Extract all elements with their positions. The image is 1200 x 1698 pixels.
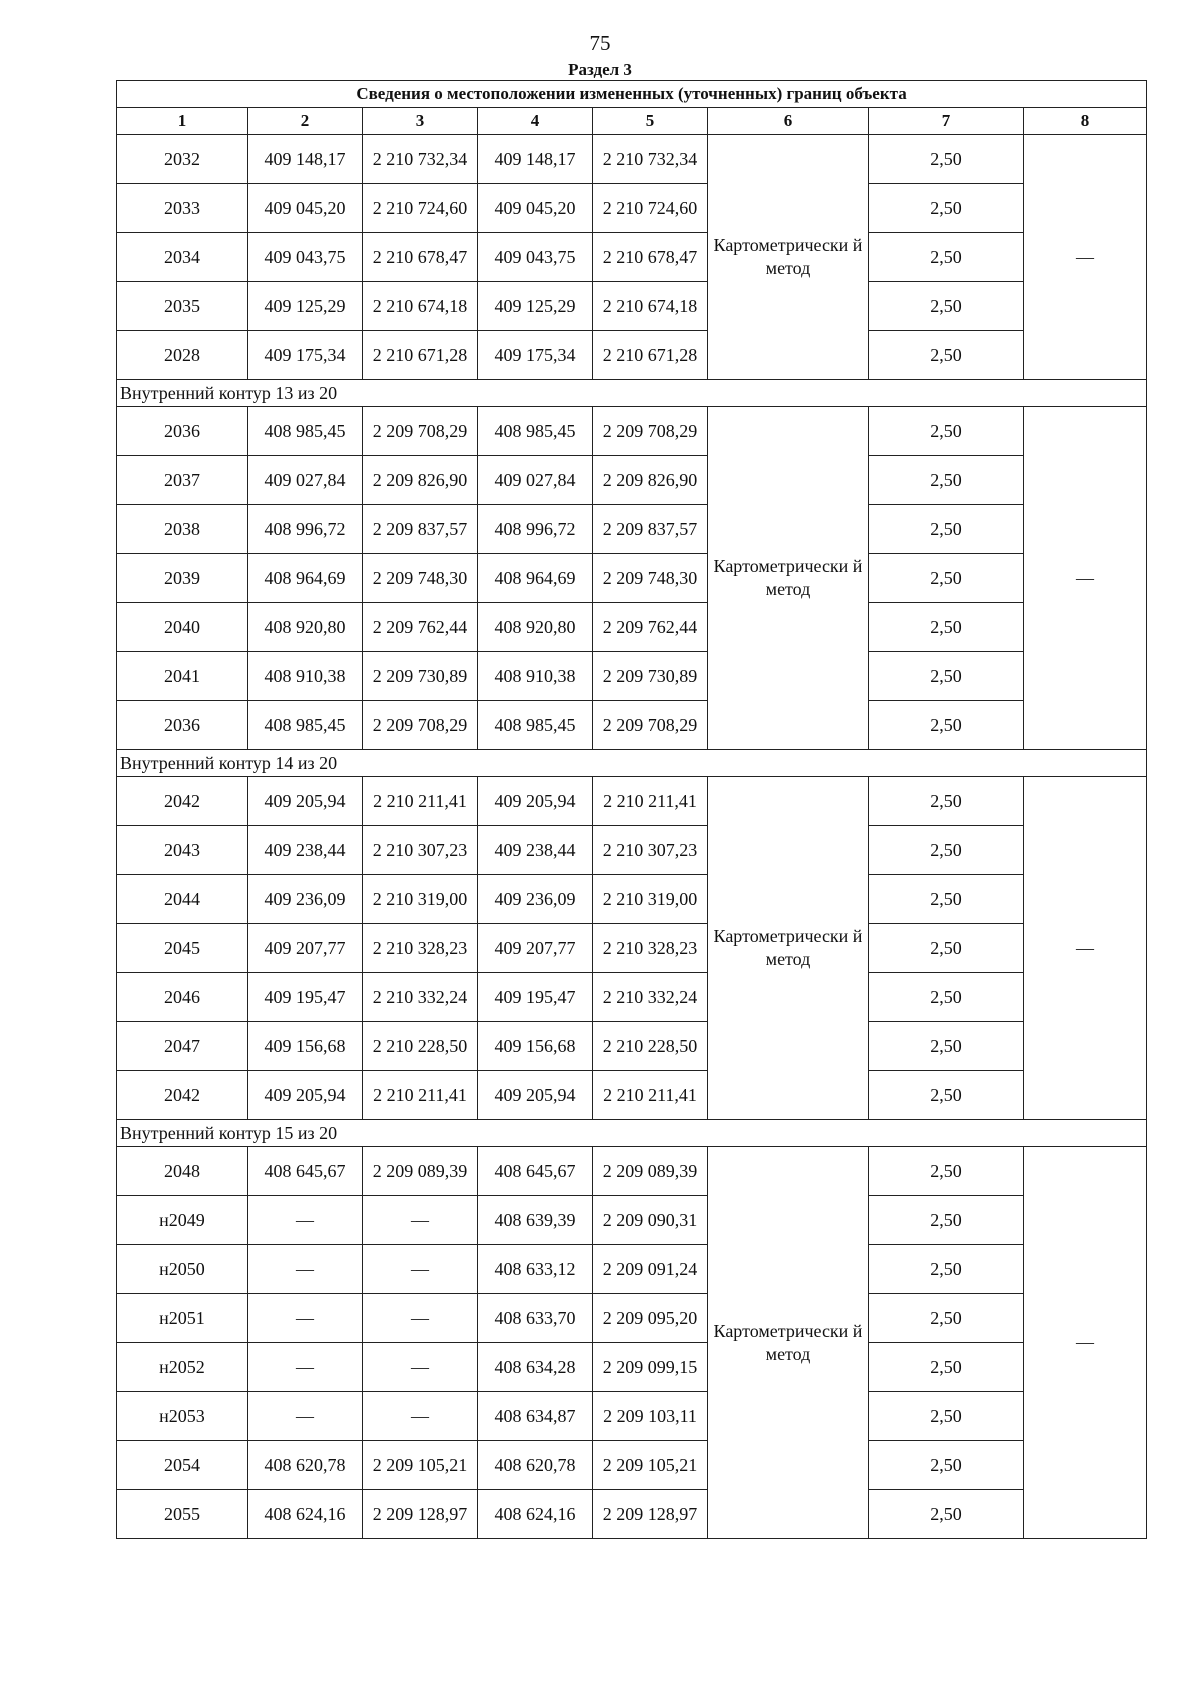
old-x-cell: 408 910,38	[248, 652, 363, 701]
new-x-cell: 409 045,20	[478, 184, 593, 233]
accuracy-cell: 2,50	[869, 1196, 1024, 1245]
column-8-cell: —	[1024, 407, 1147, 750]
point-number-cell: 2033	[117, 184, 248, 233]
old-x-cell: 408 985,45	[248, 407, 363, 456]
column-number: 4	[478, 108, 593, 135]
column-number-row	[117, 108, 1147, 135]
method-cell: Картометрически й метод	[708, 1147, 869, 1539]
boundary-coordinates-table	[116, 80, 1147, 1539]
old-y-cell: 2 210 228,50	[363, 1022, 478, 1071]
point-number-cell: 2054	[117, 1441, 248, 1490]
point-number-cell: 2038	[117, 505, 248, 554]
contour-label: Внутренний контур 13 из 20	[117, 380, 1147, 407]
column-number: 7	[869, 108, 1024, 135]
table-row	[117, 1147, 1147, 1196]
old-x-cell: 409 195,47	[248, 973, 363, 1022]
new-y-cell: 2 209 095,20	[593, 1294, 708, 1343]
old-x-cell: 409 175,34	[248, 331, 363, 380]
table-row	[117, 973, 1147, 1022]
old-y-cell: 2 209 837,57	[363, 505, 478, 554]
point-number-cell: 2039	[117, 554, 248, 603]
new-y-cell: 2 210 307,23	[593, 826, 708, 875]
accuracy-cell: 2,50	[869, 1294, 1024, 1343]
old-x-cell: 409 045,20	[248, 184, 363, 233]
new-y-cell: 2 210 678,47	[593, 233, 708, 282]
contour-label: Внутренний контур 14 из 20	[117, 750, 1147, 777]
table-row	[117, 1071, 1147, 1120]
point-number-cell: 2046	[117, 973, 248, 1022]
contour-header-row	[117, 380, 1147, 407]
old-y-cell: 2 209 708,29	[363, 407, 478, 456]
column-number: 5	[593, 108, 708, 135]
table-row	[117, 184, 1147, 233]
new-x-cell: 408 634,87	[478, 1392, 593, 1441]
new-x-cell: 408 910,38	[478, 652, 593, 701]
point-number-cell: н2053	[117, 1392, 248, 1441]
method-cell: Картометрически й метод	[708, 407, 869, 750]
old-y-cell: 2 210 319,00	[363, 875, 478, 924]
old-y-cell: 2 210 332,24	[363, 973, 478, 1022]
new-y-cell: 2 210 211,41	[593, 1071, 708, 1120]
table-row	[117, 1392, 1147, 1441]
new-y-cell: 2 209 091,24	[593, 1245, 708, 1294]
accuracy-cell: 2,50	[869, 973, 1024, 1022]
accuracy-cell: 2,50	[869, 875, 1024, 924]
contour-label: Внутренний контур 15 из 20	[117, 1120, 1147, 1147]
table-caption-row	[117, 81, 1147, 108]
old-y-cell: 2 210 678,47	[363, 233, 478, 282]
table-row	[117, 282, 1147, 331]
old-y-cell: 2 209 730,89	[363, 652, 478, 701]
old-x-cell: 409 238,44	[248, 826, 363, 875]
table-row	[117, 1196, 1147, 1245]
old-y-cell: 2 209 128,97	[363, 1490, 478, 1539]
new-y-cell: 2 209 089,39	[593, 1147, 708, 1196]
new-x-cell: 409 027,84	[478, 456, 593, 505]
point-number-cell: 2041	[117, 652, 248, 701]
point-number-cell: 2042	[117, 777, 248, 826]
old-y-cell: 2 209 762,44	[363, 603, 478, 652]
old-y-cell: —	[363, 1196, 478, 1245]
new-x-cell: 409 236,09	[478, 875, 593, 924]
table-caption: Сведения о местоположении измененных (уточненных) границ объекта	[117, 81, 1147, 108]
old-y-cell: —	[363, 1294, 478, 1343]
new-y-cell: 2 209 730,89	[593, 652, 708, 701]
table-row	[117, 1294, 1147, 1343]
table-row	[117, 826, 1147, 875]
accuracy-cell: 2,50	[869, 1022, 1024, 1071]
table-row	[117, 875, 1147, 924]
accuracy-cell: 2,50	[869, 1441, 1024, 1490]
table-row	[117, 456, 1147, 505]
new-y-cell: 2 210 328,23	[593, 924, 708, 973]
new-y-cell: 2 209 105,21	[593, 1441, 708, 1490]
old-x-cell: —	[248, 1196, 363, 1245]
old-x-cell: 408 996,72	[248, 505, 363, 554]
point-number-cell: 2035	[117, 282, 248, 331]
new-x-cell: 408 645,67	[478, 1147, 593, 1196]
new-x-cell: 409 156,68	[478, 1022, 593, 1071]
method-cell: Картометрически й метод	[708, 777, 869, 1120]
accuracy-cell: 2,50	[869, 826, 1024, 875]
contour-header-row	[117, 750, 1147, 777]
new-y-cell: 2 209 708,29	[593, 407, 708, 456]
table-row	[117, 407, 1147, 456]
old-y-cell: —	[363, 1245, 478, 1294]
point-number-cell: н2052	[117, 1343, 248, 1392]
new-x-cell: 408 633,70	[478, 1294, 593, 1343]
table-row	[117, 554, 1147, 603]
new-x-cell: 408 996,72	[478, 505, 593, 554]
column-8-cell: —	[1024, 135, 1147, 380]
new-y-cell: 2 210 674,18	[593, 282, 708, 331]
column-number: 1	[117, 108, 248, 135]
old-x-cell: —	[248, 1392, 363, 1441]
accuracy-cell: 2,50	[869, 1343, 1024, 1392]
new-y-cell: 2 209 099,15	[593, 1343, 708, 1392]
new-y-cell: 2 210 724,60	[593, 184, 708, 233]
new-y-cell: 2 209 090,31	[593, 1196, 708, 1245]
point-number-cell: 2028	[117, 331, 248, 380]
new-y-cell: 2 210 228,50	[593, 1022, 708, 1071]
point-number-cell: 2040	[117, 603, 248, 652]
old-y-cell: 2 210 328,23	[363, 924, 478, 973]
new-y-cell: 2 210 732,34	[593, 135, 708, 184]
new-x-cell: 408 985,45	[478, 407, 593, 456]
table-row	[117, 331, 1147, 380]
new-x-cell: 409 195,47	[478, 973, 593, 1022]
method-cell: Картометрически й метод	[708, 135, 869, 380]
accuracy-cell: 2,50	[869, 282, 1024, 331]
old-x-cell: 408 620,78	[248, 1441, 363, 1490]
new-x-cell: 408 985,45	[478, 701, 593, 750]
new-y-cell: 2 209 826,90	[593, 456, 708, 505]
column-number: 2	[248, 108, 363, 135]
new-x-cell: 408 620,78	[478, 1441, 593, 1490]
new-x-cell: 409 238,44	[478, 826, 593, 875]
new-y-cell: 2 209 708,29	[593, 701, 708, 750]
old-y-cell: 2 209 708,29	[363, 701, 478, 750]
accuracy-cell: 2,50	[869, 701, 1024, 750]
old-y-cell: 2 209 826,90	[363, 456, 478, 505]
old-x-cell: 409 156,68	[248, 1022, 363, 1071]
old-x-cell: 408 624,16	[248, 1490, 363, 1539]
point-number-cell: 2045	[117, 924, 248, 973]
new-x-cell: 408 964,69	[478, 554, 593, 603]
accuracy-cell: 2,50	[869, 554, 1024, 603]
point-number-cell: 2048	[117, 1147, 248, 1196]
column-8-cell: —	[1024, 777, 1147, 1120]
old-y-cell: 2 209 089,39	[363, 1147, 478, 1196]
old-x-cell: 409 125,29	[248, 282, 363, 331]
new-x-cell: 409 175,34	[478, 331, 593, 380]
table-row	[117, 701, 1147, 750]
old-y-cell: 2 210 732,34	[363, 135, 478, 184]
accuracy-cell: 2,50	[869, 331, 1024, 380]
new-y-cell: 2 210 671,28	[593, 331, 708, 380]
old-x-cell: 409 148,17	[248, 135, 363, 184]
new-y-cell: 2 210 332,24	[593, 973, 708, 1022]
accuracy-cell: 2,50	[869, 505, 1024, 554]
new-y-cell: 2 209 837,57	[593, 505, 708, 554]
new-x-cell: 409 125,29	[478, 282, 593, 331]
table-row	[117, 1490, 1147, 1539]
accuracy-cell: 2,50	[869, 1147, 1024, 1196]
accuracy-cell: 2,50	[869, 777, 1024, 826]
old-y-cell: 2 210 307,23	[363, 826, 478, 875]
old-x-cell: —	[248, 1294, 363, 1343]
new-x-cell: 409 207,77	[478, 924, 593, 973]
new-x-cell: 408 920,80	[478, 603, 593, 652]
table-row	[117, 135, 1147, 184]
table-row	[117, 652, 1147, 701]
point-number-cell: 2047	[117, 1022, 248, 1071]
point-number-cell: 2043	[117, 826, 248, 875]
new-x-cell: 408 624,16	[478, 1490, 593, 1539]
new-y-cell: 2 210 319,00	[593, 875, 708, 924]
new-y-cell: 2 209 748,30	[593, 554, 708, 603]
new-x-cell: 409 205,94	[478, 1071, 593, 1120]
old-y-cell: 2 210 724,60	[363, 184, 478, 233]
old-x-cell: 408 985,45	[248, 701, 363, 750]
point-number-cell: 2036	[117, 407, 248, 456]
new-x-cell: 409 148,17	[478, 135, 593, 184]
new-y-cell: 2 209 103,11	[593, 1392, 708, 1441]
old-y-cell: 2 209 105,21	[363, 1441, 478, 1490]
old-x-cell: 408 964,69	[248, 554, 363, 603]
point-number-cell: 2032	[117, 135, 248, 184]
accuracy-cell: 2,50	[869, 603, 1024, 652]
new-x-cell: 409 043,75	[478, 233, 593, 282]
table-row	[117, 1441, 1147, 1490]
accuracy-cell: 2,50	[869, 233, 1024, 282]
old-x-cell: 409 043,75	[248, 233, 363, 282]
accuracy-cell: 2,50	[869, 407, 1024, 456]
old-x-cell: 408 920,80	[248, 603, 363, 652]
point-number-cell: 2036	[117, 701, 248, 750]
old-y-cell: 2 209 748,30	[363, 554, 478, 603]
point-number-cell: 2037	[117, 456, 248, 505]
old-y-cell: 2 210 671,28	[363, 331, 478, 380]
point-number-cell: н2050	[117, 1245, 248, 1294]
new-x-cell: 409 205,94	[478, 777, 593, 826]
accuracy-cell: 2,50	[869, 184, 1024, 233]
accuracy-cell: 2,50	[869, 1071, 1024, 1120]
old-x-cell: 409 205,94	[248, 1071, 363, 1120]
accuracy-cell: 2,50	[869, 456, 1024, 505]
new-x-cell: 408 639,39	[478, 1196, 593, 1245]
old-y-cell: 2 210 211,41	[363, 1071, 478, 1120]
accuracy-cell: 2,50	[869, 924, 1024, 973]
accuracy-cell: 2,50	[869, 1245, 1024, 1294]
point-number-cell: 2044	[117, 875, 248, 924]
accuracy-cell: 2,50	[869, 1392, 1024, 1441]
column-number: 3	[363, 108, 478, 135]
accuracy-cell: 2,50	[869, 135, 1024, 184]
old-y-cell: —	[363, 1392, 478, 1441]
old-x-cell: 408 645,67	[248, 1147, 363, 1196]
column-number: 6	[708, 108, 869, 135]
old-y-cell: 2 210 674,18	[363, 282, 478, 331]
accuracy-cell: 2,50	[869, 652, 1024, 701]
point-number-cell: н2051	[117, 1294, 248, 1343]
table-row	[117, 603, 1147, 652]
section-title: Раздел 3	[568, 60, 632, 79]
old-y-cell: —	[363, 1343, 478, 1392]
table-row	[117, 924, 1147, 973]
point-number-cell: 2034	[117, 233, 248, 282]
old-x-cell: 409 236,09	[248, 875, 363, 924]
table-row	[117, 1022, 1147, 1071]
accuracy-cell: 2,50	[869, 1490, 1024, 1539]
page-number: 75	[589, 31, 611, 55]
point-number-cell: 2055	[117, 1490, 248, 1539]
contour-header-row	[117, 1120, 1147, 1147]
old-x-cell: 409 207,77	[248, 924, 363, 973]
table-row	[117, 1245, 1147, 1294]
old-x-cell: 409 205,94	[248, 777, 363, 826]
new-x-cell: 408 633,12	[478, 1245, 593, 1294]
point-number-cell: н2049	[117, 1196, 248, 1245]
column-number: 8	[1024, 108, 1147, 135]
old-x-cell: —	[248, 1343, 363, 1392]
point-number-cell: 2042	[117, 1071, 248, 1120]
table-row	[117, 505, 1147, 554]
new-y-cell: 2 210 211,41	[593, 777, 708, 826]
table-row	[117, 233, 1147, 282]
new-y-cell: 2 209 762,44	[593, 603, 708, 652]
new-y-cell: 2 209 128,97	[593, 1490, 708, 1539]
table-row	[117, 777, 1147, 826]
column-8-cell: —	[1024, 1147, 1147, 1539]
old-y-cell: 2 210 211,41	[363, 777, 478, 826]
table-row	[117, 1343, 1147, 1392]
old-x-cell: 409 027,84	[248, 456, 363, 505]
new-x-cell: 408 634,28	[478, 1343, 593, 1392]
old-x-cell: —	[248, 1245, 363, 1294]
